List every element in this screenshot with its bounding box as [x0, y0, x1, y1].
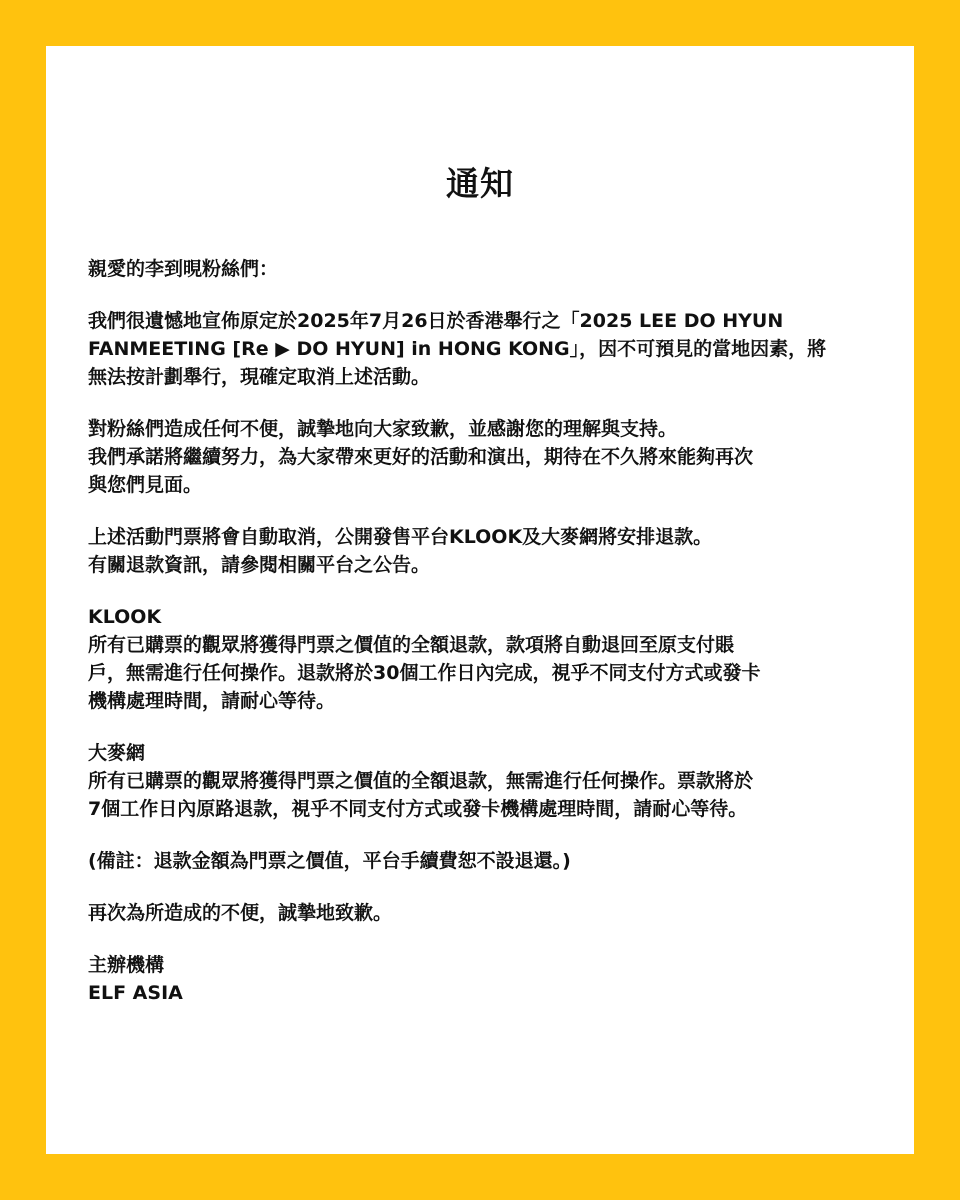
damai-heading: 大麥網 [88, 742, 146, 764]
refund-paragraph [88, 523, 878, 579]
text-line: 戶，無需進行任何操作。退款將於30個工作日內完成，視乎不同支付方式或發卡 [88, 662, 761, 684]
notice-title: 通知 [446, 164, 514, 203]
text-line: 有關退款資訊，請參閱相關平台之公告。 [88, 554, 431, 576]
organizer-name: ELF ASIA [88, 982, 183, 1004]
remark-paragraph [88, 847, 878, 875]
text-line: 我們承諾將繼續努力，為大家帶來更好的活動和演出，期待在不久將來能夠再次 [88, 446, 754, 468]
text-line: FANMEETING [Re ▶ DO HYUN] in HONG KONG」，因不可預見的當地因素，將 [88, 338, 827, 360]
apology-line: 再次為所造成的不便，誠摯地致歉。 [88, 902, 393, 924]
text-line: 無法按計劃舉行，現確定取消上述活動。 [88, 366, 431, 388]
text-line: 機構處理時間，請耐心等待。 [88, 690, 336, 712]
organizer-label: 主辦機構 [88, 954, 165, 976]
remark-line: (備註：退款金額為門票之價值，平台手續費恕不設退還。) [88, 850, 571, 872]
apology-paragraph [88, 415, 878, 499]
text-line: 我們很遺憾地宣佈原定於2025年7月26日於香港舉行之「2025 LEE DO HYUN [88, 310, 784, 332]
text-line: 上述活動門票將會自動取消，公開發售平台KLOOK及大麥網將安排退款。 [88, 526, 713, 548]
damai-section [88, 739, 878, 823]
closing-apology [88, 899, 878, 927]
notice-body [88, 255, 878, 1031]
text-line: 對粉絲們造成任何不便，誠摯地向大家致歉，並感謝您的理解與支持。 [88, 418, 678, 440]
greeting-line: 親愛的李到晛粉絲們： [88, 258, 279, 280]
text-line: 與您們見面。 [88, 474, 203, 496]
greeting [88, 255, 878, 283]
text-line: 所有已購票的觀眾將獲得門票之價值的全額退款，款項將自動退回至原支付賬 [88, 634, 735, 656]
signature [88, 951, 878, 1007]
text-line: 7個工作日內原路退款，視乎不同支付方式或發卡機構處理時間，請耐心等待。 [88, 798, 748, 820]
klook-section [88, 603, 878, 715]
klook-heading: KLOOK [88, 606, 162, 628]
cancellation-paragraph [88, 307, 878, 391]
text-line: 所有已購票的觀眾將獲得門票之價值的全額退款，無需進行任何操作。票款將於 [88, 770, 754, 792]
